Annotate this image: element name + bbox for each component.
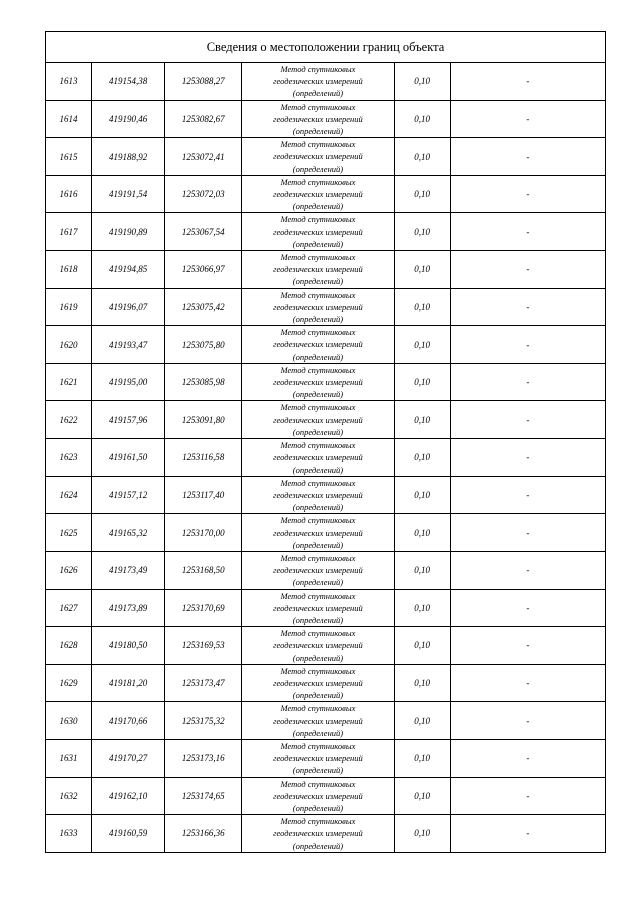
y-coordinate-cell: 1253175,32 (165, 702, 242, 740)
method-line-3: (определений) (292, 765, 344, 776)
method-cell (242, 514, 394, 552)
point-number-cell: 1616 (46, 175, 92, 213)
description-cell: - (450, 401, 605, 439)
method-line-2: геодезических измерений (273, 640, 363, 651)
precision-cell: 0,10 (394, 401, 450, 439)
precision-cell: 0,10 (394, 514, 450, 552)
method-line-3: (определений) (292, 690, 344, 701)
method-cell (242, 175, 394, 213)
method-line-3: (определений) (292, 577, 344, 588)
y-coordinate-cell: 1253169,53 (165, 627, 242, 665)
method-line-3: (определений) (292, 389, 344, 400)
description-cell: - (450, 514, 605, 552)
method-cell (242, 589, 394, 627)
method-line-3: (определений) (292, 126, 344, 137)
method-line-2: геодезических измерений (273, 226, 363, 237)
table-title-row (46, 32, 606, 63)
y-coordinate-cell: 1253173,16 (165, 739, 242, 777)
method-line-3: (определений) (292, 614, 344, 625)
method-line-3: (определений) (292, 840, 344, 851)
description-cell: - (450, 739, 605, 777)
x-coordinate-cell: 419162,10 (92, 777, 165, 815)
y-coordinate-cell: 1253170,69 (165, 589, 242, 627)
description-cell: - (450, 664, 605, 702)
method-line-2: геодезических измерений (273, 301, 363, 312)
y-coordinate-cell: 1253075,80 (165, 326, 242, 364)
point-number-cell: 1614 (46, 100, 92, 138)
description-cell: - (450, 777, 605, 815)
table-row (46, 815, 606, 853)
method-line-1: Метод спутниковых (280, 364, 356, 375)
precision-cell: 0,10 (394, 175, 450, 213)
method-cell (242, 439, 394, 477)
method-line-2: геодезических измерений (273, 377, 363, 388)
method-cell (242, 551, 394, 589)
table-row (46, 739, 606, 777)
x-coordinate-cell: 419157,12 (92, 476, 165, 514)
method-line-2: геодезических измерений (273, 715, 363, 726)
method-line-1: Метод спутниковых (280, 816, 356, 827)
precision-cell: 0,10 (394, 627, 450, 665)
description-cell: - (450, 213, 605, 251)
description-cell: - (450, 175, 605, 213)
table-row (46, 363, 606, 401)
point-number-cell: 1620 (46, 326, 92, 364)
x-coordinate-cell: 419191,54 (92, 175, 165, 213)
table-row (46, 551, 606, 589)
point-number-cell: 1615 (46, 138, 92, 176)
method-line-1: Метод спутниковых (280, 176, 356, 187)
precision-cell: 0,10 (394, 702, 450, 740)
precision-cell: 0,10 (394, 815, 450, 853)
description-cell: - (450, 627, 605, 665)
point-number-cell: 1632 (46, 777, 92, 815)
point-number-cell: 1618 (46, 251, 92, 289)
method-line-2: геодезических измерений (273, 414, 363, 425)
method-line-2: геодезических измерений (273, 151, 363, 162)
y-coordinate-cell: 1253066,97 (165, 251, 242, 289)
precision-cell: 0,10 (394, 439, 450, 477)
method-cell (242, 363, 394, 401)
x-coordinate-cell: 419190,46 (92, 100, 165, 138)
boundary-coordinates-table (45, 31, 606, 853)
method-line-3: (определений) (292, 276, 344, 287)
point-number-cell: 1630 (46, 702, 92, 740)
point-number-cell: 1628 (46, 627, 92, 665)
method-line-3: (определений) (292, 163, 344, 174)
point-number-cell: 1629 (46, 664, 92, 702)
description-cell: - (450, 326, 605, 364)
method-line-2: геодезических измерений (273, 339, 363, 350)
precision-cell: 0,10 (394, 326, 450, 364)
point-number-cell: 1613 (46, 63, 92, 101)
y-coordinate-cell: 1253168,50 (165, 551, 242, 589)
method-line-1: Метод спутниковых (280, 552, 356, 563)
precision-cell: 0,10 (394, 363, 450, 401)
y-coordinate-cell: 1253082,67 (165, 100, 242, 138)
precision-cell: 0,10 (394, 63, 450, 101)
method-cell (242, 100, 394, 138)
method-cell (242, 213, 394, 251)
method-cell (242, 401, 394, 439)
method-line-2: геодезических измерений (273, 452, 363, 463)
method-line-1: Метод спутниковых (280, 628, 356, 639)
precision-cell: 0,10 (394, 739, 450, 777)
table-row (46, 627, 606, 665)
method-line-2: геодезических измерений (273, 113, 363, 124)
method-cell (242, 63, 394, 101)
method-line-2: геодезических измерений (273, 264, 363, 275)
x-coordinate-cell: 419194,85 (92, 251, 165, 289)
method-line-3: (определений) (292, 652, 344, 663)
description-cell: - (450, 363, 605, 401)
table-row (46, 213, 606, 251)
precision-cell: 0,10 (394, 777, 450, 815)
table-row (46, 589, 606, 627)
method-cell (242, 664, 394, 702)
x-coordinate-cell: 419161,50 (92, 439, 165, 477)
method-line-3: (определений) (292, 314, 344, 325)
point-number-cell: 1625 (46, 514, 92, 552)
point-number-cell: 1617 (46, 213, 92, 251)
description-cell: - (450, 551, 605, 589)
method-line-1: Метод спутниковых (280, 402, 356, 413)
method-line-2: геодезических измерений (273, 489, 363, 500)
method-line-1: Метод спутниковых (280, 214, 356, 225)
description-cell: - (450, 439, 605, 477)
method-line-2: геодезических измерений (273, 602, 363, 613)
y-coordinate-cell: 1253173,47 (165, 664, 242, 702)
method-line-1: Метод спутниковых (280, 327, 356, 338)
table-row (46, 251, 606, 289)
x-coordinate-cell: 419160,59 (92, 815, 165, 853)
table-row (46, 288, 606, 326)
description-cell: - (450, 251, 605, 289)
method-line-3: (определений) (292, 802, 344, 813)
table-row (46, 401, 606, 439)
x-coordinate-cell: 419170,66 (92, 702, 165, 740)
y-coordinate-cell: 1253170,00 (165, 514, 242, 552)
method-line-1: Метод спутниковых (280, 477, 356, 488)
table-row (46, 63, 606, 101)
method-line-1: Метод спутниковых (280, 139, 356, 150)
method-cell (242, 251, 394, 289)
x-coordinate-cell: 419173,89 (92, 589, 165, 627)
method-line-2: геодезических измерений (273, 565, 363, 576)
y-coordinate-cell: 1253067,54 (165, 213, 242, 251)
method-line-2: геодезических измерений (273, 677, 363, 688)
method-cell (242, 476, 394, 514)
x-coordinate-cell: 419170,27 (92, 739, 165, 777)
method-line-2: геодезических измерений (273, 828, 363, 839)
point-number-cell: 1633 (46, 815, 92, 853)
method-cell (242, 739, 394, 777)
method-cell (242, 138, 394, 176)
precision-cell: 0,10 (394, 138, 450, 176)
method-line-1: Метод спутниковых (280, 665, 356, 676)
table-body (46, 32, 606, 853)
table-row (46, 514, 606, 552)
y-coordinate-cell: 1253072,41 (165, 138, 242, 176)
y-coordinate-cell: 1253174,65 (165, 777, 242, 815)
method-cell (242, 627, 394, 665)
point-number-cell: 1623 (46, 439, 92, 477)
point-number-cell: 1621 (46, 363, 92, 401)
point-number-cell: 1626 (46, 551, 92, 589)
method-line-3: (определений) (292, 426, 344, 437)
table-row (46, 175, 606, 213)
x-coordinate-cell: 419195,00 (92, 363, 165, 401)
y-coordinate-cell: 1253085,98 (165, 363, 242, 401)
method-line-2: геодезических измерений (273, 790, 363, 801)
method-line-3: (определений) (292, 464, 344, 475)
precision-cell: 0,10 (394, 288, 450, 326)
x-coordinate-cell: 419188,92 (92, 138, 165, 176)
x-coordinate-cell: 419193,47 (92, 326, 165, 364)
x-coordinate-cell: 419165,32 (92, 514, 165, 552)
description-cell: - (450, 476, 605, 514)
x-coordinate-cell: 419180,50 (92, 627, 165, 665)
table-row (46, 138, 606, 176)
precision-cell: 0,10 (394, 551, 450, 589)
description-cell: - (450, 702, 605, 740)
method-cell (242, 702, 394, 740)
x-coordinate-cell: 419157,96 (92, 401, 165, 439)
method-line-1: Метод спутниковых (280, 289, 356, 300)
x-coordinate-cell: 419173,49 (92, 551, 165, 589)
method-line-3: (определений) (292, 727, 344, 738)
point-number-cell: 1622 (46, 401, 92, 439)
point-number-cell: 1619 (46, 288, 92, 326)
x-coordinate-cell: 419154,38 (92, 63, 165, 101)
method-line-1: Метод спутниковых (280, 440, 356, 451)
y-coordinate-cell: 1253088,27 (165, 63, 242, 101)
method-line-3: (определений) (292, 201, 344, 212)
description-cell: - (450, 288, 605, 326)
method-cell (242, 288, 394, 326)
point-number-cell: 1627 (46, 589, 92, 627)
method-line-2: геодезических измерений (273, 753, 363, 764)
method-line-1: Метод спутниковых (280, 590, 356, 601)
y-coordinate-cell: 1253072,03 (165, 175, 242, 213)
table-row (46, 439, 606, 477)
method-line-3: (определений) (292, 88, 344, 99)
x-coordinate-cell: 419196,07 (92, 288, 165, 326)
y-coordinate-cell: 1253091,80 (165, 401, 242, 439)
method-line-1: Метод спутниковых (280, 101, 356, 112)
y-coordinate-cell: 1253116,58 (165, 439, 242, 477)
method-line-3: (определений) (292, 351, 344, 362)
method-line-2: геодезических измерений (273, 76, 363, 87)
method-line-2: геодезических измерений (273, 189, 363, 200)
method-cell (242, 815, 394, 853)
method-line-1: Метод спутниковых (280, 252, 356, 263)
precision-cell: 0,10 (394, 589, 450, 627)
precision-cell: 0,10 (394, 100, 450, 138)
description-cell: - (450, 63, 605, 101)
table-row (46, 702, 606, 740)
method-line-2: геодезических измерений (273, 527, 363, 538)
point-number-cell: 1624 (46, 476, 92, 514)
y-coordinate-cell: 1253166,36 (165, 815, 242, 853)
table-row (46, 326, 606, 364)
description-cell: - (450, 589, 605, 627)
method-line-3: (определений) (292, 539, 344, 550)
table-row (46, 777, 606, 815)
table-title: Сведения о местоположении границ объекта (46, 32, 606, 63)
description-cell: - (450, 138, 605, 176)
method-line-1: Метод спутниковых (280, 778, 356, 789)
method-line-1: Метод спутниковых (280, 740, 356, 751)
method-cell (242, 777, 394, 815)
description-cell: - (450, 100, 605, 138)
point-number-cell: 1631 (46, 739, 92, 777)
x-coordinate-cell: 419181,20 (92, 664, 165, 702)
precision-cell: 0,10 (394, 476, 450, 514)
precision-cell: 0,10 (394, 251, 450, 289)
method-cell (242, 326, 394, 364)
description-cell: - (450, 815, 605, 853)
method-line-1: Метод спутниковых (280, 64, 356, 74)
method-line-3: (определений) (292, 502, 344, 513)
table-row (46, 100, 606, 138)
table-row (46, 664, 606, 702)
x-coordinate-cell: 419190,89 (92, 213, 165, 251)
method-line-1: Метод спутниковых (280, 515, 356, 526)
y-coordinate-cell: 1253075,42 (165, 288, 242, 326)
precision-cell: 0,10 (394, 664, 450, 702)
method-line-1: Метод спутниковых (280, 703, 356, 714)
y-coordinate-cell: 1253117,40 (165, 476, 242, 514)
method-line-3: (определений) (292, 238, 344, 249)
precision-cell: 0,10 (394, 213, 450, 251)
table-row (46, 476, 606, 514)
